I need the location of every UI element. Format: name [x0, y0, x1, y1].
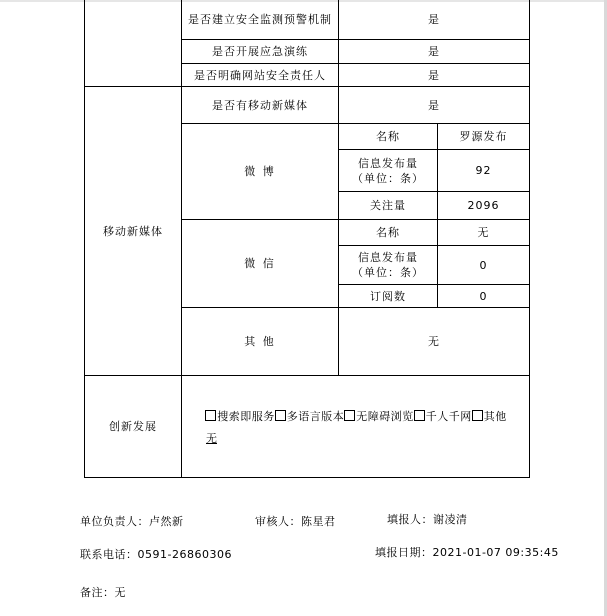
responsible-value: 是	[428, 68, 440, 82]
wechat-posts-label	[339, 246, 437, 284]
weibo-posts-value: 92	[475, 164, 492, 177]
innovation-option-label: 其他	[483, 410, 507, 423]
other-value: 无	[428, 335, 440, 348]
unit-head-label: 单位负责人：	[80, 515, 149, 528]
weibo-name-label: 名称	[376, 130, 400, 143]
wechat-subscribers-value: 0	[479, 289, 488, 303]
monitoring-label: 是否建立安全监测预警机制	[188, 12, 332, 26]
wechat-posts-value: 0	[479, 258, 488, 272]
drill-value: 是	[428, 45, 440, 58]
checkbox-icon[interactable]	[275, 410, 286, 421]
innovation-options	[182, 408, 530, 424]
responsible-label: 是否明确网站安全责任人	[194, 68, 326, 82]
other-label: 其 他	[244, 335, 276, 348]
innovation-option[interactable]	[205, 410, 275, 423]
wechat-subscribers-label: 订阅数	[370, 289, 406, 303]
wechat-name-value: 无	[477, 226, 490, 239]
wechat-posts-label-line2: （单位：条）	[352, 266, 424, 279]
note-value: 无	[114, 586, 126, 599]
phone-label: 联系电话：	[80, 548, 138, 561]
checkbox-icon[interactable]	[472, 410, 483, 421]
fill-date-label: 填报日期：	[375, 546, 433, 559]
weibo-label: 微 博	[244, 165, 276, 178]
fill-date	[375, 544, 559, 560]
reviewer	[255, 513, 336, 529]
has-mobile-label: 是否有移动新媒体	[212, 98, 308, 112]
innovation-option[interactable]	[414, 410, 472, 423]
reviewer-value: 陈星君	[301, 515, 336, 528]
checkbox-icon[interactable]	[414, 410, 425, 421]
note	[80, 584, 126, 600]
innovation-option-label: 千人千网	[425, 410, 472, 423]
mobile-section-label: 移动新媒体	[103, 224, 163, 238]
filler-value: 谢凌清	[433, 513, 468, 526]
innovation-option[interactable]	[344, 410, 414, 423]
filler-label: 填报人：	[387, 513, 433, 526]
monitoring-value: 是	[428, 13, 440, 26]
weibo-followers-value: 2096	[467, 199, 500, 212]
filler	[387, 511, 468, 527]
weibo-posts-label-line2: （单位：条）	[352, 171, 424, 185]
wechat-name-label: 名称	[376, 226, 400, 239]
unit-head-value: 卢然新	[149, 515, 184, 528]
weibo-posts-label	[339, 150, 437, 191]
weibo-followers-label: 关注量	[370, 199, 406, 212]
note-label: 备注：	[80, 586, 115, 599]
wechat-label: 微 信	[244, 257, 276, 270]
unit-head	[80, 513, 184, 529]
phone-value: 0591-26860306	[137, 548, 232, 561]
fill-date-value: 2021-01-07 09:35:45	[432, 546, 559, 559]
innovation-option[interactable]	[472, 410, 507, 423]
checkbox-icon[interactable]	[344, 410, 355, 421]
wechat-posts-label-line1: 信息发布量	[358, 251, 418, 264]
drill-label: 是否开展应急演练	[212, 45, 308, 58]
weibo-name-value: 罗源发布	[459, 130, 508, 143]
innovation-option[interactable]	[275, 410, 345, 423]
innovation-other-text: 无	[206, 432, 217, 445]
innovation-option-label: 多语言版本	[286, 410, 345, 423]
innovation-option-label: 搜索即服务	[217, 410, 275, 423]
weibo-posts-label-line1: 信息发布量	[358, 156, 418, 170]
reviewer-label: 审核人：	[255, 515, 301, 528]
phone	[80, 546, 232, 562]
innovation-option-label: 无障碍浏览	[356, 410, 414, 423]
innovation-label: 创新发展	[109, 420, 157, 433]
checkbox-icon[interactable]	[205, 410, 216, 421]
has-mobile-value: 是	[428, 98, 440, 112]
